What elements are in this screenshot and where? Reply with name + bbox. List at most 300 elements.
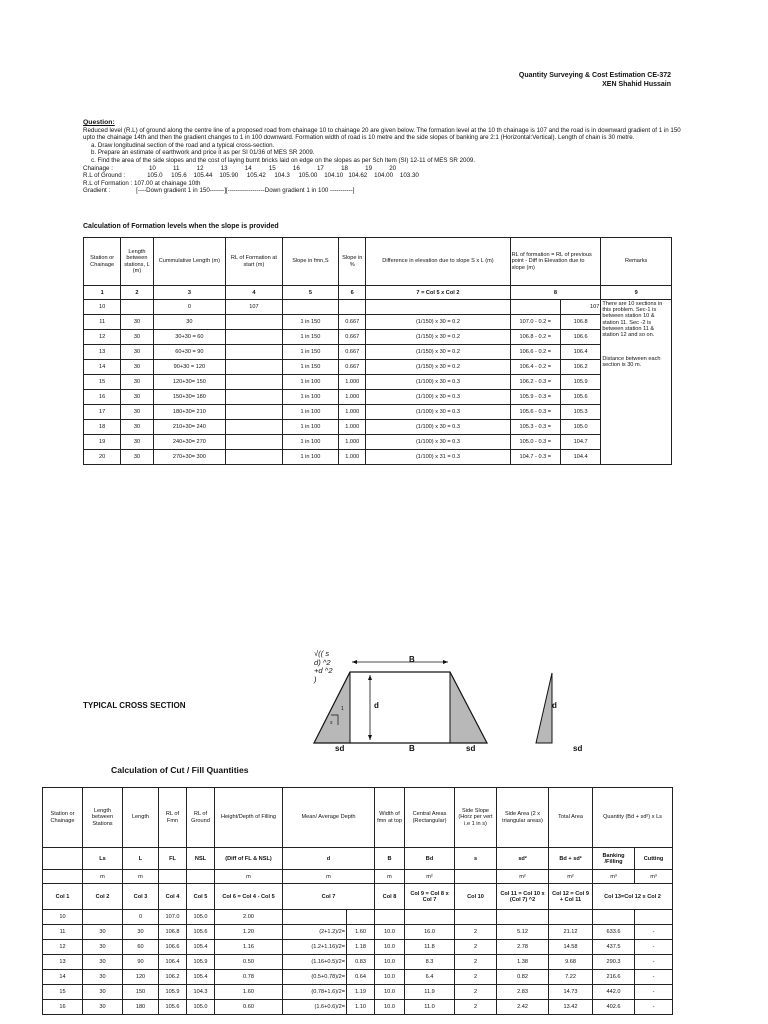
t2-cell: 9.68: [549, 955, 593, 970]
t1-header-length: Length between stations, L (m): [121, 238, 153, 286]
t2-cell: 21.12: [549, 925, 593, 940]
t1-cell: 105.9: [560, 375, 600, 390]
arrow-left-icon: [352, 660, 357, 664]
t2-unit: m³: [593, 870, 635, 884]
t2-cell: 0.50: [215, 955, 283, 970]
t1-cell: 0.667: [339, 315, 366, 330]
t1-header-station: Station or Chainage: [84, 238, 121, 286]
table-row: [43, 985, 673, 1000]
t2-header-station: Station or Chainage: [43, 788, 83, 848]
t2-cell: 150: [123, 985, 159, 1000]
t2-cell: -: [635, 1000, 673, 1015]
t2-unit: m²: [497, 870, 549, 884]
t1-cell: 17: [84, 405, 121, 420]
t1-cell: 106.2 - 0.3 =: [510, 375, 560, 390]
t1-cell: 0.667: [339, 360, 366, 375]
t1-cell: 120+30= 150: [153, 375, 226, 390]
t2-cell: 12: [43, 940, 83, 955]
t2-cell: 0.83: [347, 955, 375, 970]
t2-header-rl-fmn: RL of Fmn: [159, 788, 187, 848]
t2-cell: 10.0: [375, 955, 405, 970]
t2-cell: 1.18: [347, 940, 375, 955]
question-block: [83, 119, 683, 195]
t1-remark-1: There are 10 sections in this problem. Sec-1 is between station 10 & station 11. Sec -2 is between station 11 & station 12 and so on.: [602, 301, 663, 339]
t1-header-slope-pct: Slope in %: [339, 238, 366, 286]
question-item-a: a. Draw longitudinal section of the road and a typical cross-section.: [91, 141, 275, 149]
t2-cell: 8.3: [405, 955, 455, 970]
t1-cell: 104.7 - 0.3 =: [510, 450, 560, 465]
table-row: [43, 910, 673, 925]
t2-header-mean-depth: Mean/ Average Depth: [283, 788, 375, 848]
t2-cell: [405, 910, 455, 925]
t2-cell: 90: [123, 955, 159, 970]
t2-cell: 1.10: [347, 1000, 375, 1015]
t2-cell: 105.6: [187, 925, 215, 940]
t2-cell: -: [635, 940, 673, 955]
t2-colname: Col 1: [43, 884, 83, 910]
t2-cell: 1.38: [497, 955, 549, 970]
t1-cell: 30: [121, 450, 153, 465]
question-body: Reduced level (R.L) of ground along the centre line of a proposed road from chainage 10 to chainage 20 are given below. The formation level at the 10 th chainage is 107 and the road is in downward gradient of 1 in 150 upto the chainage 14th and then the gradient changes to 1 in 100 downward. Formation width of road is 10 metre and the side slopes of banking are 2:1 (Horizontal:Vertical). Length of chain is 30 metre.: [83, 126, 681, 142]
t1-cell: [226, 435, 282, 450]
t2-cell: 442.0: [593, 985, 635, 1000]
t1-cell: 106.6 - 0.2 =: [510, 345, 560, 360]
t2-cell: 1.60: [347, 925, 375, 940]
table1-title: Calculation of Formation levels when the slope is provided: [83, 223, 279, 230]
t1-colnum: 2: [121, 286, 153, 300]
t2-cell: 2: [455, 1000, 497, 1015]
t2-cell: 0.78: [215, 970, 283, 985]
t1-cell: 1.000: [339, 405, 366, 420]
arrow-right-icon: [443, 660, 448, 664]
table-row: [84, 360, 672, 375]
t2-cell: 2: [455, 955, 497, 970]
b-top-label: B: [409, 655, 415, 664]
t2-colname: Col 10: [455, 884, 497, 910]
t2-symbol: d: [283, 848, 375, 870]
t2-cell: 30: [83, 925, 123, 940]
t2-cell: 11: [43, 925, 83, 940]
t1-cell: (1/100) x 31 = 0.3: [366, 450, 510, 465]
t1-cell: [226, 375, 282, 390]
t1-cell: 14: [84, 360, 121, 375]
t2-cell: 106.2: [159, 970, 187, 985]
t2-cell: 105.0: [187, 1000, 215, 1015]
t1-cell: 106.8 - 0.2 =: [510, 330, 560, 345]
question-title: Question:: [83, 119, 115, 126]
t1-cell: 107.0 - 0.2 =: [510, 315, 560, 330]
slope-one-label: 1: [341, 706, 344, 712]
t1-colnum: 1: [84, 286, 121, 300]
t1-cell: 150+30= 180: [153, 390, 226, 405]
t2-colname: Col 4: [159, 884, 187, 910]
t2-cell: (0.5+0.78)/2=: [283, 970, 347, 985]
t1-cell: 1 in 100: [282, 450, 338, 465]
t1-cell: [226, 315, 282, 330]
formation-level-table: [83, 237, 672, 465]
t2-unit: [159, 870, 187, 884]
t2-unit: m: [283, 870, 375, 884]
t2-colname: Col 8: [375, 884, 405, 910]
t2-cell: 2: [455, 940, 497, 955]
t2-cell: 0.64: [347, 970, 375, 985]
t1-cell: 105.3: [560, 405, 600, 420]
t1-cell: (1/150) x 30 = 0.2: [366, 330, 510, 345]
t2-cell: 1.20: [215, 925, 283, 940]
t2-header-central-area: Central Areas (Rectangular): [405, 788, 455, 848]
t1-cell: 10: [84, 300, 121, 315]
t1-cell: 1.000: [339, 375, 366, 390]
t2-cell: 180: [123, 1000, 159, 1015]
t2-header-length-between: Length between Stations: [83, 788, 123, 848]
t1-cell: [226, 360, 282, 375]
t2-symbol: Cutting: [635, 848, 673, 870]
t1-colnum: 4: [226, 286, 282, 300]
t2-header-rl-ground: RL of Ground: [187, 788, 215, 848]
t2-colname: Col 7: [283, 884, 375, 910]
t1-colnum: 9: [601, 286, 672, 300]
t2-cell: 10.0: [375, 940, 405, 955]
question-item-b: b. Prepare an estimate of earthwork and price it as per SI 01/36 of MES SR 2009.: [91, 149, 315, 157]
t1-remark-2: Distance between each section is 30 m.: [602, 356, 661, 369]
t1-cell: 1.000: [339, 450, 366, 465]
t1-cell: 1.000: [339, 390, 366, 405]
question-item-c: c. Find the area of the side slopes and the cost of laying burnt bricks laid on edge on the slopes as per Sch Item (SI) 12-11 of MES SR 2009.: [91, 156, 476, 164]
t2-cell: 106.8: [159, 925, 187, 940]
t1-cell: 0.667: [339, 345, 366, 360]
t2-unit: m²: [405, 870, 455, 884]
t1-cell: 106.4: [560, 345, 600, 360]
gradient-values: [----Down gradient 1 in 150-------][------------------Down gradient 1 in 100 -----------]: [136, 187, 355, 195]
t1-cell: (1/150) x 30 = 0.2: [366, 360, 510, 375]
t2-cell: 30: [123, 925, 159, 940]
t1-cell: 180+30= 210: [153, 405, 226, 420]
t2-symbol: sd²: [497, 848, 549, 870]
t1-cell: 19: [84, 435, 121, 450]
t2-cell: 107.0: [159, 910, 187, 925]
t2-cell: (1.16+0.5)/2=: [283, 955, 347, 970]
t2-cell: 16.0: [405, 925, 455, 940]
t2-cell: 14.73: [549, 985, 593, 1000]
t2-symbol: FL: [159, 848, 187, 870]
t1-colnum: 5: [282, 286, 338, 300]
rl-formation-text: R.L of Formation : 107.00 at chainage 10th: [83, 179, 201, 187]
t1-cell: 15: [84, 375, 121, 390]
t1-cell: (1/100) x 30 = 0.3: [366, 435, 510, 450]
t1-remarks: [601, 300, 672, 465]
t2-cell: 106.6: [159, 940, 187, 955]
table-row: [84, 405, 672, 420]
t2-cell: -: [635, 970, 673, 985]
t2-cell: 11.0: [405, 1000, 455, 1015]
t2-cell: 10.0: [375, 985, 405, 1000]
t2-cell: 2: [455, 970, 497, 985]
t2-symbol: Banking /Filling: [593, 848, 635, 870]
t1-cell: [226, 450, 282, 465]
t2-header-length: Length: [123, 788, 159, 848]
t2-colname: Col 12 = Col 9 + Col 11: [549, 884, 593, 910]
table-row: [84, 420, 672, 435]
t1-colnum: 6: [339, 286, 366, 300]
author-name: XEN Shahid Hussain: [602, 81, 671, 88]
small-sd-label: sd: [573, 744, 583, 753]
t1-cell: (1/150) x 30 = 0.2: [366, 315, 510, 330]
sd-left-label: sd: [335, 744, 345, 753]
t2-symbol: s: [455, 848, 497, 870]
table2-title: Calculation of Cut / Fill Quantities: [111, 765, 249, 775]
t1-header-remarks: Remarks: [601, 238, 672, 286]
t2-unit: m²: [549, 870, 593, 884]
t2-cell: 10: [43, 910, 83, 925]
t1-cell: [226, 420, 282, 435]
t1-cell: 1 in 150: [282, 330, 338, 345]
t2-cell: 120: [123, 970, 159, 985]
t2-cell: (1.2+1.16)/2=: [283, 940, 347, 955]
t2-cell: 60: [123, 940, 159, 955]
t1-cell: (1/100) x 30 = 0.3: [366, 375, 510, 390]
t2-cell: 5.12: [497, 925, 549, 940]
t1-cell: 107: [560, 300, 600, 315]
t2-cell: 1.60: [215, 985, 283, 1000]
t1-cell: 105.0 - 0.3 =: [510, 435, 560, 450]
t1-cell: 1 in 100: [282, 390, 338, 405]
table-row: [84, 300, 672, 315]
t2-cell: 105.9: [159, 985, 187, 1000]
t2-colname: Col 3: [123, 884, 159, 910]
t1-cell: 106.4 - 0.2 =: [510, 360, 560, 375]
t1-cell: 20: [84, 450, 121, 465]
t2-colname: Col 11 = Col 10 x (Col 7) ^2: [497, 884, 549, 910]
t2-unit: [187, 870, 215, 884]
t2-unit: m: [215, 870, 283, 884]
table-row: [43, 925, 673, 940]
t1-cell: 1 in 100: [282, 420, 338, 435]
gradient-row: [83, 187, 683, 195]
t1-cell: 240+30= 270: [153, 435, 226, 450]
t1-cell: [282, 300, 338, 315]
rl-ground-values: 105.0 105.6 105.44 105.90 105.42 104.3 105.00 104.10 104.62 104.00 103.30: [147, 172, 419, 180]
t1-header-rl-start: RL of Formation at start (m): [226, 238, 282, 286]
t2-cell: [549, 910, 593, 925]
t2-cell: 2: [455, 925, 497, 940]
t2-unit: m: [83, 870, 123, 884]
arrow-down-icon: [368, 735, 372, 740]
t2-cell: (0.78+1.6)/2=: [283, 985, 347, 1000]
t2-cell: 30: [83, 955, 123, 970]
table-row: [84, 330, 672, 345]
t2-cell: 0.60: [215, 1000, 283, 1015]
t2-cell: 105.4: [187, 940, 215, 955]
table-row: [43, 955, 673, 970]
t1-cell: 104.4: [560, 450, 600, 465]
t2-cell: 14.58: [549, 940, 593, 955]
t2-cell: 104.3: [187, 985, 215, 1000]
t1-cell: 30: [121, 405, 153, 420]
slope-length-formula: √(( sd) ^2 +d ^2 ): [314, 649, 333, 684]
t2-cell: 13: [43, 955, 83, 970]
t1-cell: 30: [121, 330, 153, 345]
t1-cell: 60+30 = 90: [153, 345, 226, 360]
t1-cell: 1 in 150: [282, 345, 338, 360]
t1-cell: 105.0: [560, 420, 600, 435]
t1-cell: 105.6 - 0.3 =: [510, 405, 560, 420]
t1-cell: 16: [84, 390, 121, 405]
t2-cell: 2.00: [215, 910, 283, 925]
t2-cell: -: [635, 925, 673, 940]
t1-header-cumulative: Cummulative Length (m): [153, 238, 226, 286]
t1-cell: 30: [121, 315, 153, 330]
t1-cell: (1/100) x 30 = 0.3: [366, 405, 510, 420]
t2-cell: -: [635, 985, 673, 1000]
t2-unit: m³: [635, 870, 673, 884]
t2-cell: 105.9: [187, 955, 215, 970]
table-row: [84, 315, 672, 330]
t2-cell: [455, 910, 497, 925]
t1-cell: 105.6: [560, 390, 600, 405]
table-row: [84, 345, 672, 360]
t2-cell: [375, 910, 405, 925]
d-label: d: [374, 701, 379, 710]
t2-symbol: L: [123, 848, 159, 870]
t1-cell: 270+30= 300: [153, 450, 226, 465]
t1-cell: 0.667: [339, 330, 366, 345]
t2-cell: 402.6: [593, 1000, 635, 1015]
t2-unit: m: [123, 870, 159, 884]
t1-header-rl-formation: RL of formation = RL of previous point - Diff in Elevation due to slope (m): [510, 238, 601, 286]
t2-unit: [455, 870, 497, 884]
t1-cell: [339, 300, 366, 315]
t2-colname: Col 2: [83, 884, 123, 910]
gradient-label: Gradient :: [83, 187, 111, 195]
t2-cell: 30: [83, 940, 123, 955]
t2-cell: 105.4: [187, 970, 215, 985]
chainage-row: [83, 165, 683, 173]
t1-cell: (1/100) x 30 = 0.3: [366, 390, 510, 405]
t2-unit: m: [375, 870, 405, 884]
t2-cell: [635, 910, 673, 925]
t2-cell: 16: [43, 1000, 83, 1015]
t2-cell: (1.6+0.6)/2=: [283, 1000, 347, 1015]
t1-cell: 13: [84, 345, 121, 360]
t1-cell: 1.000: [339, 420, 366, 435]
t1-cell: 30: [121, 360, 153, 375]
t2-cell: [347, 910, 375, 925]
t1-cell: 11: [84, 315, 121, 330]
t1-cell: 30: [121, 435, 153, 450]
table-row: [43, 970, 673, 985]
t2-cell: -: [635, 955, 673, 970]
t1-cell: 90+30 = 120: [153, 360, 226, 375]
t2-cell: 11.8: [405, 940, 455, 955]
t1-cell: [226, 405, 282, 420]
t1-cell: 30: [121, 345, 153, 360]
rl-ground-label: R.L of Ground :: [83, 172, 126, 180]
arrow-up-icon: [368, 675, 372, 680]
t1-cell: (1/100) x 30 = 0.3: [366, 420, 510, 435]
t2-cell: 2.83: [497, 985, 549, 1000]
t1-header-slope: Slope in fmn,S: [282, 238, 338, 286]
t2-cell: 633.6: [593, 925, 635, 940]
t2-symbol: Bd: [405, 848, 455, 870]
t2-cell: 11.9: [405, 985, 455, 1000]
t1-cell: 104.7: [560, 435, 600, 450]
table-row: [84, 450, 672, 465]
t2-cell: (2+1.2)/2=: [283, 925, 347, 940]
t2-header-side-slope: Side Slope (Horz per vert i.e 1 in s): [455, 788, 497, 848]
t1-cell: 1.000: [339, 435, 366, 450]
t2-cell: [83, 910, 123, 925]
t1-cell: 1 in 100: [282, 375, 338, 390]
t2-header-side-area: Side Area (2 x triangular areas): [497, 788, 549, 848]
t1-cell: 105.3 - 0.3 =: [510, 420, 560, 435]
t2-cell: 30: [83, 985, 123, 1000]
t1-cell: [366, 300, 510, 315]
t2-cell: 2.78: [497, 940, 549, 955]
rl-ground-row: [83, 172, 683, 180]
t2-cell: 6.4: [405, 970, 455, 985]
t2-cell: 14: [43, 970, 83, 985]
t2-symbol: Ls: [83, 848, 123, 870]
t2-cell: 105.6: [159, 1000, 187, 1015]
t2-cell: 13.42: [549, 1000, 593, 1015]
t1-cell: 30: [153, 315, 226, 330]
t1-cell: 18: [84, 420, 121, 435]
sd-right-label: sd: [466, 744, 476, 753]
b-bottom-label: B: [409, 744, 415, 753]
t1-cell: 1 in 150: [282, 315, 338, 330]
course-title: Quantity Surveying & Cost Estimation CE-372: [518, 72, 671, 79]
t2-header-height-depth: Height/Depth of Filling: [215, 788, 283, 848]
t2-cell: 290.3: [593, 955, 635, 970]
t2-colname: Col 5: [187, 884, 215, 910]
t2-symbol: B: [375, 848, 405, 870]
t2-cell: 2.42: [497, 1000, 549, 1015]
t1-cell: 106.8: [560, 315, 600, 330]
t1-cell: [226, 390, 282, 405]
t2-cell: [497, 910, 549, 925]
t1-cell: 1 in 100: [282, 405, 338, 420]
t1-cell: 12: [84, 330, 121, 345]
t2-cell: 10.0: [375, 970, 405, 985]
t2-cell: 7.22: [549, 970, 593, 985]
t1-cell: 30: [121, 375, 153, 390]
t1-cell: [226, 330, 282, 345]
t1-cell: 105.9 - 0.3 =: [510, 390, 560, 405]
t2-cell: 216.6: [593, 970, 635, 985]
t1-cell: 30: [121, 390, 153, 405]
slope-s-label: s: [330, 720, 333, 726]
t1-header-diff: Difference in elevation due to slope S x L (m): [366, 238, 510, 286]
t2-header-quantity: Quantity (Bd + sd²) x Ls: [593, 788, 673, 848]
t2-cell: 10.0: [375, 925, 405, 940]
table-row: [43, 940, 673, 955]
t1-cell: [226, 345, 282, 360]
t1-cell: 30+30 = 60: [153, 330, 226, 345]
t1-colnum: 8: [510, 286, 601, 300]
t2-header-total-area: Total Area: [549, 788, 593, 848]
t1-cell: 1 in 150: [282, 360, 338, 375]
t2-symbol: Bd + sd²: [549, 848, 593, 870]
t1-cell: 1 in 100: [282, 435, 338, 450]
t2-cell: 106.4: [159, 955, 187, 970]
table-row: [84, 390, 672, 405]
t2-cell: 0.82: [497, 970, 549, 985]
chainage-label: Chainage :: [83, 164, 113, 172]
t1-cell: 106.2: [560, 360, 600, 375]
t1-cell: [121, 300, 153, 315]
table-row: [43, 1000, 673, 1015]
small-d-label: d: [552, 701, 557, 710]
